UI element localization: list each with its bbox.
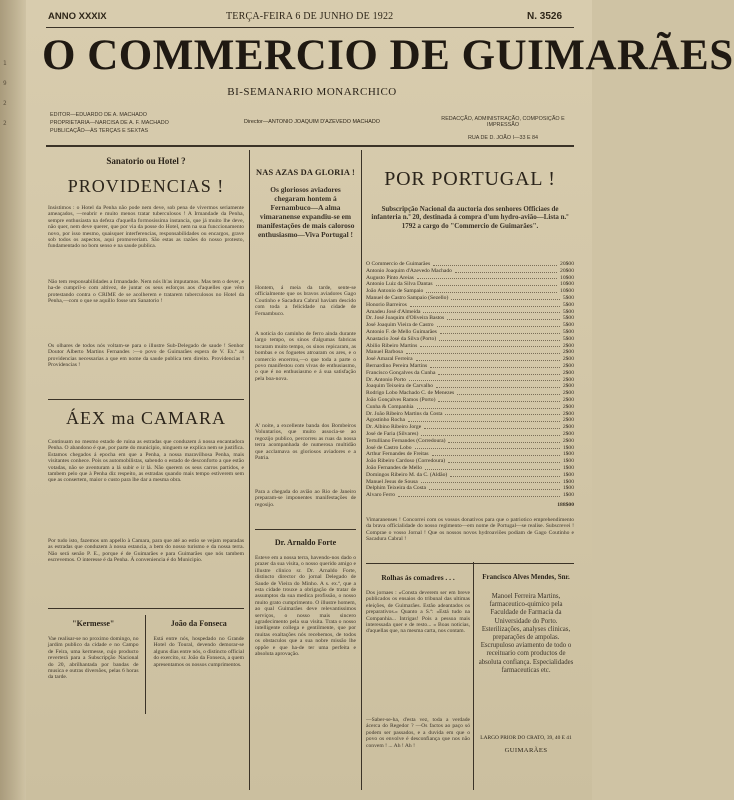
kermesse-title: "Kermesse" xyxy=(72,619,115,628)
binding-mark: 1 xyxy=(3,60,7,67)
leader-dots xyxy=(439,336,560,341)
aviadores-kicker: NAS AZAS DA GLORIA ! xyxy=(256,168,355,177)
subscriber-amount: 2$00 xyxy=(562,376,574,383)
arnaldo-title: Dr. Arnaldo Forte xyxy=(274,538,337,547)
binding-mark: 9 xyxy=(3,80,7,87)
subscriber-row xyxy=(366,485,574,492)
subscriber-amount: 5$00 xyxy=(562,322,574,329)
subscriber-amount: 1$00 xyxy=(562,458,574,465)
subscriber-name: Antonio Joaquim d'Azevedo Machado xyxy=(366,267,452,274)
sanatorio-kicker: Sanatorio ou Hotel ? xyxy=(106,156,186,166)
camara-paragraph: Por tudo isto, fazemos um appello à Camara, para que até ao estio se vejam reparadas as estradas que conduzem à nossa estancia, a bem do nosso turismo e da nossa terra. Não será senão P. E., porque é de Guimarães e para Guimarães que nós tambem escrevemos. O interesse é da Penha. À conveniencia é do Municipio. xyxy=(48,538,244,564)
binding-mark: 2 xyxy=(3,120,7,127)
subscriber-name: Dr. Antonio Porto xyxy=(366,376,406,383)
subscriber-amount: 2$00 xyxy=(562,342,574,349)
masthead-top-rule xyxy=(46,27,574,28)
section-rule xyxy=(48,399,244,400)
leader-dots xyxy=(406,349,560,354)
pharmacy-title: Francisco Alves Mendes, Snr. xyxy=(482,573,570,581)
subscriber-name: Manuel Barbosa xyxy=(366,349,403,356)
subscriber-row xyxy=(366,302,574,309)
subscriber-amount: 1$00 xyxy=(562,451,574,458)
portugal-lead: Subscripção Nacional da auctoria dos senhores Officiaes de infanteria n.º 20, destinada á compra d'um hydro-avião—Lista n.º 1792 a cargo do "Commercio de Guimarães". xyxy=(371,205,569,230)
masthead-director: Director—ANTONIO JOAQUIM D'AZEVEDO MACHADO xyxy=(243,119,380,125)
subscriber-row xyxy=(366,322,574,329)
subscriber-name: José Joaquim Vieira de Castro xyxy=(366,322,434,329)
subscriber-name: Cunha & Companhia xyxy=(366,403,414,410)
section-rule xyxy=(48,608,244,609)
subscriber-name: Anastacio José da Silva (Porto) xyxy=(366,335,437,342)
leader-dots xyxy=(445,411,559,416)
subscriber-row xyxy=(366,370,574,377)
subscriber-name: João Gonçalves Ramos (Porto) xyxy=(366,396,436,403)
subscriber-list xyxy=(366,261,574,499)
subscriber-amount: 2$00 xyxy=(562,369,574,376)
leader-dots xyxy=(421,431,559,436)
subscriber-name: Antonio F. de Mello Guimarães xyxy=(366,328,437,335)
subscriber-row xyxy=(366,479,574,486)
leader-dots xyxy=(416,356,560,361)
subscriber-row xyxy=(366,377,574,384)
subscriber-name: Alvaro Ferro xyxy=(366,492,396,499)
leader-dots xyxy=(423,309,559,314)
leader-dots xyxy=(415,445,560,450)
subscriber-name: Manuel Jesus de Sousa xyxy=(366,478,418,485)
subscriber-amount: 1$00 xyxy=(562,492,574,499)
fonseca-title: João da Fonseca xyxy=(170,619,227,628)
subscriber-row xyxy=(366,417,574,424)
leader-dots xyxy=(451,295,559,300)
subscriber-name: Agostinho Rocha xyxy=(366,417,405,424)
column-pharmacy-ad xyxy=(478,567,574,792)
leader-dots xyxy=(432,451,560,456)
subscriber-row xyxy=(366,458,574,465)
subscriber-amount: 2$00 xyxy=(562,430,574,437)
subscriber-amount: 20$00 xyxy=(560,261,574,267)
subscriber-name: Joaquim Teixeira de Carvalho xyxy=(366,383,434,390)
subscriber-amount: 2$00 xyxy=(562,403,574,410)
rolhas-text: Dos jornaes : «Consta deverem ser em breve publicados os ensaios do tribunal das ultimas eleições, de Guimarães. Estão adeantados os preparativos.» Quanto a S.ª: «Está tudo na Companhia... Intrigas! Pois a pessoa mais interessada quer e de resto... » Boas noticias, d'aquellas que, na mesma carta, nos contam. xyxy=(366,590,470,635)
camara-paragraph: Continuam no mesmo estado de ruina as estradas que conduzem á nossa encantadora Penha. O abandono é que, por parte do municipio, ninguem se explica nem se justifica. Estamos chegados á epocha em que a Penha, a nossa maravilhosa Penha, mais visitantes conhece. Pois os automobilistas, sabendo o estado de desconforto a que estão votadas, não se aventuram a lá subir e ir lá. Não querem os seus carros partidos, e tambem pelo que à Penha diz respeito, as estradas quando mais tempo estiverem sem que as consertem, maior o custo para lhe dar a mesma obra. xyxy=(48,439,244,484)
subscriber-amount: 1$00 xyxy=(562,478,574,485)
subscriber-amount: 20$00 xyxy=(560,267,574,274)
subscriber-amount: 5$00 xyxy=(562,308,574,315)
arnaldo-text: Esteve em a nossa terra, havendo-nos dado o prazer da sua visita, o nosso querido amigo e illustre clinico sr. Dr. Arnaldo Forte, distincto director do jornal Delegado de Saude de Vieira do Minho. A s. ex.ª, que a esta cidade trouxe a obrigação de tratar de assumptos da sua medica profissão, o nosso muito grato cumprimento. O illustre homem, ao qual Guimarães deve relevantissimos serviços, o nosso mais sincero agradecimento pela sua visita. Trata o nosso intelligente collega e gentilmente, que por muitas exaltações nós recebemos, de todos os obstaculos que a sua nobre missão lhe oppõe e que ha-de ter uma perfeita e absoluta aprovação. xyxy=(255,555,356,658)
masthead-date: TERÇA-FEIRA 6 DE JUNHO DE 1922 xyxy=(226,11,394,22)
subscriber-row xyxy=(366,261,574,268)
subscriber-name: João Ribeiro Cardoso (Corredoura) xyxy=(366,458,446,465)
subscriber-name: Amadeu José d'Almeida xyxy=(366,308,421,315)
subscriber-name: José de Faria (Silvares) xyxy=(366,430,419,437)
leader-dots xyxy=(433,261,557,266)
leader-dots xyxy=(436,281,558,286)
subscriber-name: Augusto Pinto Areias xyxy=(366,274,414,281)
kermesse-text: Vae realisar-se no proximo domingo, no jardim publico da cidade e no Campo de Feira, uma kermesse, cujo producto reverterá para a Subscripção Nacional do 20, abrilhantada por bandas de musica e outras diversões, pelas 6 horas da tarde. xyxy=(48,636,139,681)
camara-headline: ÁEX ma CAMARA xyxy=(66,408,226,428)
subscriber-amount: 5$00 xyxy=(562,315,574,322)
subscriber-row xyxy=(366,438,574,445)
subscriber-amount: 2$00 xyxy=(562,437,574,444)
binding-mark: 2 xyxy=(3,100,7,107)
leader-dots xyxy=(448,438,559,443)
subscriber-amount: 10$00 xyxy=(560,288,574,295)
subscriber-name: José Amaral Ferreira xyxy=(366,356,413,363)
leader-dots xyxy=(440,329,560,334)
rolhas-text: —Saber-se-ha, d'esta vez, toda a verdade ácerca do Regedor ? —Os factos ao paço só podem ser passados, e a duvida em que o povo os envolve é desconfiança que nos não convem ! ... Ah ! Ah ! xyxy=(366,717,470,749)
pharmacy-text: Manoel Ferreira Martins, farmaceutico-quimico pela Faculdade de Farmacia da Universidade do Porto. Esterilizações, analyses clinicas, preparações de ampolas. Escrupuloso aviamento de todo o receituario com productos de absoluta confiança. Especialidades farmaceuticas etc. xyxy=(478,593,574,674)
subscriber-name: Antonio Luiz da Silva Dantas xyxy=(366,281,433,288)
portugal-closing: Vimaranenses ! Concorrei com os vossos donativos para que o patriotico emprehendimento da brava officialidade do nosso regimento—em nome de Portugal—se realise. Subscrevei ! Comprae o vosso Jornal ! Que os nossos novos hydroaviões podiam de Gago Coutinho e Sacadura Cabral ! xyxy=(366,516,574,542)
leader-dots xyxy=(409,377,560,382)
subscriber-amount: 2$00 xyxy=(562,356,574,363)
sanatorio-paragraph: Não tem responsabilidades a Irmandade. Nem nós lh'as imputamos. Mas tem o dever, e ha-de cumpril-o com altivez, de juntar os seus esforços aos d'aquelles que vêm protestando contra o CRIME de se acolherem e tratarem tuberculosos no Hotel da Penha,—com o que se aquillo fosse um Sanatorio ! xyxy=(48,279,244,305)
leader-dots xyxy=(430,363,560,368)
subscriber-amount: 5$00 xyxy=(562,301,574,308)
subscriber-amount: 2$00 xyxy=(562,362,574,369)
subscriber-name: Abilio Ribeiro Martins xyxy=(366,342,418,349)
subscriber-row xyxy=(366,390,574,397)
column-rolhas xyxy=(366,567,470,792)
subscriber-row xyxy=(366,275,574,282)
masthead-editor: EDITOR—EDUARDO DE A. MACHADO xyxy=(50,112,147,118)
masthead-year: ANNO XXXIX xyxy=(48,11,107,22)
column-divider xyxy=(473,562,474,790)
subscriber-amount: 2$00 xyxy=(562,390,574,397)
leader-dots xyxy=(436,383,560,388)
subscriber-row xyxy=(366,336,574,343)
subscriber-row xyxy=(366,404,574,411)
masthead-publication: PUBLICAÇÃO—ÀS TERÇAS E SEXTAS xyxy=(50,128,149,134)
subscriber-row xyxy=(366,363,574,370)
subscriber-row xyxy=(366,356,574,363)
aviadores-paragraph: A' noite, a excellente banda dos Bombeiros Voluntarios, que muito associa-se ao regozijo publico, percorreu as ruas da nossa terra acompanhada de numerosa multidão que acclamava os gloriosos aviadores e a Patria. xyxy=(255,423,356,462)
subscriber-amount: 2$00 xyxy=(562,424,574,431)
leader-dots xyxy=(420,343,560,348)
masthead-subtitle: BI-SEMANARIO MONARCHICO xyxy=(227,86,397,98)
subscriber-row xyxy=(366,445,574,452)
subscriber-row xyxy=(366,295,574,302)
subscriber-row xyxy=(366,397,574,404)
leader-dots xyxy=(424,424,560,429)
subscriber-name: Bernardino Pereira Martins xyxy=(366,362,428,369)
subscriber-row xyxy=(366,268,574,275)
subscriber-name: Dr. José Joaquim d'Oliveira Bastos xyxy=(366,315,445,322)
subscriber-amount: 2$00 xyxy=(562,417,574,424)
subscriber-amount: 1$00 xyxy=(562,444,574,451)
subscriber-amount: 5$00 xyxy=(562,335,574,342)
subscriber-total-row xyxy=(366,502,574,509)
subscriber-amount: 2$00 xyxy=(562,349,574,356)
subscriber-amount: 2$00 xyxy=(562,396,574,403)
subscriber-amount: 2$00 xyxy=(562,383,574,390)
sanatorio-paragraph: Os olhares de todos nós voltam-se para o illustre Sub-Delegado de saude ! Senhor Doutor Alberto Martins Fernandes :—o povo de Guimarães espera de V. Ex.ª as providencias necessarias a que em nome da saude publica tem direito. Providencias ! Providencias ! xyxy=(48,343,244,369)
aviadores-paragraph: A noticia do caminho de ferro ainda durante largo tempo, os sinos d'algumas fabricas tocaram muito tempo, os sinos repicaram, as bombas e os foguetes atroaram os ares, e o comercio encerrou,—o que toda a parte o povo manifestou com vivas de enthusiasmo, o que é no enthusiasmo e á sua satisfação pela boa-nova. xyxy=(255,331,356,382)
subscriber-amount: 1$00 xyxy=(562,464,574,471)
subscriber-row xyxy=(366,472,574,479)
subscriber-name: Rodrigo Lobo Machado C. de Menezes xyxy=(366,390,455,397)
subscriber-row xyxy=(366,411,574,418)
leader-dots xyxy=(410,302,560,307)
subscriber-row xyxy=(366,383,574,390)
leader-dots xyxy=(447,315,560,320)
column-aviadores xyxy=(255,152,356,792)
column-sanatorio xyxy=(48,152,244,792)
subscriber-name: João Fernandes de Mello xyxy=(366,464,423,471)
subscriber-row xyxy=(366,465,574,472)
sanatorio-paragraph: Insistimos : o Hotel da Penha não pode nem deve, sob pena de vivermos seriamente ameaçados, —reabrir e muito menos tratar tuberculosos ! A Irmandade da Penha, sempre enthusiasta na defeza d'aquella formosissima instancia, que já muito lhe deve, não quer, nem deve querer, que por via da posse do Hotel, nem na sua funccionamento novo, por isso mesmo, quaisquer interferencias, responsabilidades ou encargos, grave sob todos os aspectos, aqui promoveriam. São estas as razões do nosso protesto, fundamentado no bom senso e na saude publica. xyxy=(48,205,244,250)
subscriber-amount: 5$00 xyxy=(562,328,574,335)
subscriber-row xyxy=(366,431,574,438)
masthead-office: REDACÇÃO, ADMINISTRAÇÃO, COMPOSIÇÃO E IMPRESSÃO xyxy=(441,116,565,129)
subscriber-total: 188$00 xyxy=(557,501,574,508)
subscriber-name: Delphim Teixeira da Costa xyxy=(366,485,426,492)
subscriber-row xyxy=(366,343,574,350)
subscriber-name: Domingos Ribeiro M. da C. (Aldão) xyxy=(366,471,448,478)
subscriber-amount: 10$00 xyxy=(560,281,574,288)
subscriber-row xyxy=(366,424,574,431)
sanatorio-headline: PROVIDENCIAS ! xyxy=(67,176,225,196)
leader-dots xyxy=(450,472,560,477)
rolhas-title: Rolhas ás comadres . . . xyxy=(381,573,455,582)
subscriber-amount: 1$00 xyxy=(562,485,574,492)
subscriber-row xyxy=(366,315,574,322)
subscriber-amount: 2$00 xyxy=(562,410,574,417)
leader-dots xyxy=(408,417,560,422)
subscriber-row xyxy=(366,288,574,295)
leader-dots xyxy=(438,397,559,402)
fonseca-text: Está entre nós, hospedado no Grande Hotel do Toural, devendo demorar-se alguns dias entre nós, o distincto official do exercito, sr. João da Fonseca, a quem apresentamos os nossos cumprimentos. xyxy=(153,636,244,668)
subscriber-amount: 5$00 xyxy=(562,294,574,301)
leader-dots xyxy=(437,322,560,327)
masthead-address: RUA DE D. JOÃO I—33 E 84 xyxy=(467,135,539,141)
subscriber-row xyxy=(366,281,574,288)
masthead-number: N. 3526 xyxy=(527,11,563,22)
leader-dots xyxy=(417,275,557,280)
subscriber-name: Arthur Fernandes de Freitas xyxy=(366,451,429,458)
subscriber-name: José de Castro Lobo xyxy=(366,444,412,451)
pharmacy-city: GUIMARÃES xyxy=(504,747,548,754)
leader-dots xyxy=(421,479,560,484)
leader-dots xyxy=(457,390,560,395)
leader-dots xyxy=(429,485,560,490)
subscriber-amount: 10$00 xyxy=(560,274,574,281)
leader-dots xyxy=(455,268,557,273)
pharmacy-address: LARGO PRIOR DO CRATO, 39, 40 E 41 xyxy=(480,735,572,741)
section-rule xyxy=(255,529,356,530)
subscriber-name: Dr. João Ribeiro Martins da Costa xyxy=(366,410,443,417)
subscriber-name: Tertulliano Fernandes (Corredoura) xyxy=(366,437,446,444)
subscriber-name: Francisco Gonçalves da Cunha xyxy=(366,369,436,376)
leader-dots xyxy=(425,465,560,470)
subscriber-amount: 1$00 xyxy=(562,471,574,478)
column-divider xyxy=(249,150,250,790)
masthead-owner: PROPRIETARIA—NARCISA DE A. F. MACHADO xyxy=(50,120,169,126)
aviadores-lead: Os gloriosos aviadores chegaram hontem á Fernambuco—A alma vimaranense expandiu-se em manifestações de mais caloroso enthusiasmo—Viva Portugal ! xyxy=(256,185,355,239)
subscriber-row xyxy=(366,349,574,356)
masthead-bottom-rule xyxy=(46,145,574,147)
subscriber-row xyxy=(366,309,574,316)
subscriber-row xyxy=(366,329,574,336)
column-divider xyxy=(361,150,362,790)
leader-dots xyxy=(398,492,560,497)
subscriber-name: Honorio Barreiros xyxy=(366,301,407,308)
subscriber-name: O Commercio de Guimarães xyxy=(366,261,431,267)
section-rule xyxy=(366,563,574,564)
subscriber-name: João Antonio de Sampaio xyxy=(366,288,424,295)
leader-dots xyxy=(438,370,559,375)
leader-dots xyxy=(448,458,560,463)
subscriber-name: Dr. Albino Ribeiro Jorge xyxy=(366,424,422,431)
subscriber-name: Manuel de Castro Sampaio (Sezello) xyxy=(366,294,449,301)
leader-dots xyxy=(426,288,557,293)
aviadores-paragraph: Para a chegada do avião ao Rio de Janeiro preparam-se imponentes manifestações de regosijo. xyxy=(255,489,356,508)
column-portugal xyxy=(366,152,574,562)
subscriber-row xyxy=(366,492,574,499)
portugal-headline: POR PORTUGAL ! xyxy=(384,168,556,190)
leader-dots xyxy=(417,404,560,409)
masthead-title: O COMMERCIO DE GUIMARÃES xyxy=(42,32,734,79)
aviadores-paragraph: Hontem, á meia da tarde, sente-se officialmente que os bravos aviadores Gago Coutinho e Sacadura Cabral haviam descido com toda a felicidade na cidade de Fernambuco. xyxy=(255,285,356,317)
binding-strip xyxy=(0,0,26,800)
